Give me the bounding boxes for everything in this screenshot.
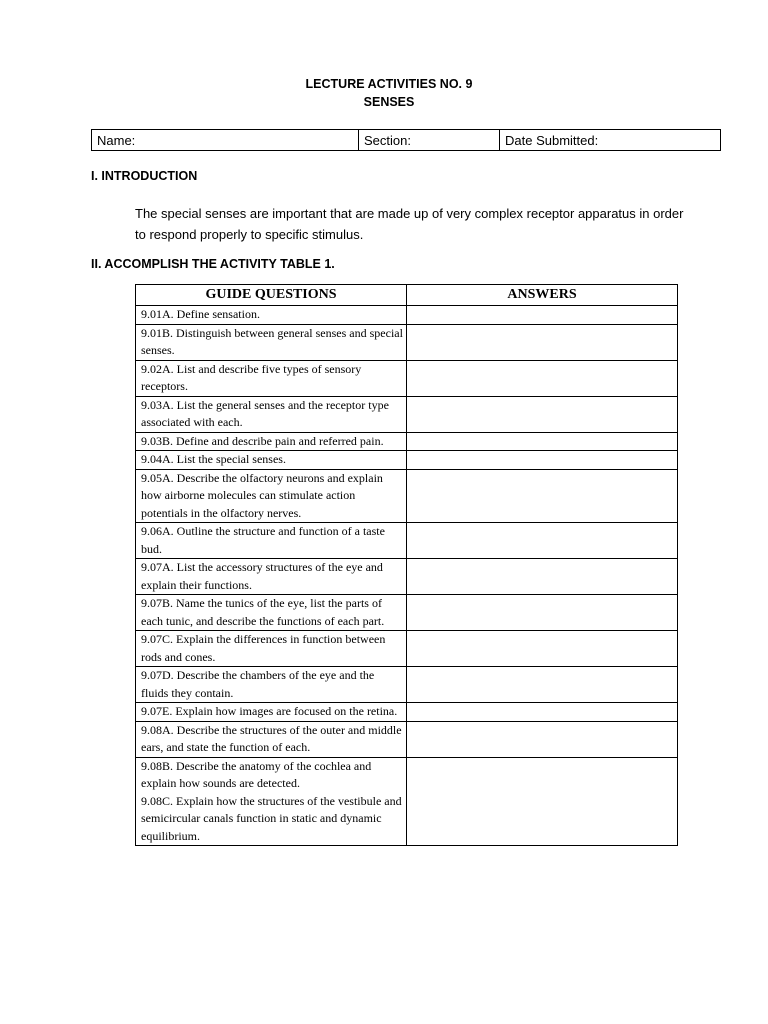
guide-question: 9.08A. Describe the structures of the outer and middle ears, and state the function of each. — [136, 721, 407, 757]
guide-question: 9.05A. Describe the olfactory neurons and explain how airborne molecules can stimulate action potentials in the olfactory nerves. — [136, 469, 407, 523]
guide-question: 9.08B. Describe the anatomy of the cochlea and explain how sounds are detected. 9.08C. Explain how the structures of the vestibule and semicircular canals function in static and dynamic equilibrium. — [136, 757, 407, 846]
answer-cell[interactable] — [407, 451, 678, 470]
document-title: LECTURE ACTIVITIES NO. 9 — [305, 77, 473, 91]
table-row — [136, 306, 678, 325]
student-info-row — [91, 129, 721, 151]
guide-question: 9.07A. List the accessory structures of the eye and explain their functions. — [136, 559, 407, 595]
table-header-row — [136, 285, 678, 306]
answer-cell[interactable] — [407, 559, 678, 595]
answer-cell[interactable] — [407, 306, 678, 325]
guide-questions-header: GUIDE QUESTIONS — [136, 285, 407, 306]
section-field[interactable]: Section: — [359, 130, 500, 150]
table-row — [136, 559, 678, 595]
guide-question: 9.01A. Define sensation. — [136, 306, 407, 325]
guide-question: 9.03B. Define and describe pain and referred pain. — [136, 432, 407, 451]
introduction-text: The special senses are important that are made up of very complex receptor apparatus in order to respond properly to specific stimulus. — [135, 206, 684, 242]
table-row — [136, 523, 678, 559]
table-row — [136, 631, 678, 667]
answer-cell[interactable] — [407, 667, 678, 703]
answer-cell[interactable] — [407, 396, 678, 432]
activity-heading: II. ACCOMPLISH THE ACTIVITY TABLE 1. — [91, 257, 335, 271]
table-row — [136, 721, 678, 757]
activity-table — [135, 284, 678, 846]
guide-question: 9.07B. Name the tunics of the eye, list the parts of each tunic, and describe the functions of each part. — [136, 595, 407, 631]
document-subtitle: SENSES — [363, 95, 415, 109]
table-row — [136, 360, 678, 396]
answer-cell[interactable] — [407, 595, 678, 631]
table-row — [136, 451, 678, 470]
answer-cell[interactable] — [407, 324, 678, 360]
table-row — [136, 396, 678, 432]
answer-cell[interactable] — [407, 523, 678, 559]
date-submitted-field[interactable]: Date Submitted: — [505, 133, 599, 148]
guide-question: 9.01B. Distinguish between general senses and special senses. — [136, 324, 407, 360]
guide-question: 9.03A. List the general senses and the receptor type associated with each. — [136, 396, 407, 432]
activity-table-body — [136, 306, 678, 846]
table-row — [136, 703, 678, 722]
answer-cell[interactable] — [407, 360, 678, 396]
name-field[interactable]: Name: — [92, 130, 359, 150]
guide-question: 9.04A. List the special senses. — [136, 451, 407, 470]
table-row — [136, 757, 678, 846]
table-row — [136, 667, 678, 703]
answer-cell[interactable] — [407, 432, 678, 451]
guide-question: 9.07D. Describe the chambers of the eye and the fluids they contain. — [136, 667, 407, 703]
guide-question: 9.07E. Explain how images are focused on the retina. — [136, 703, 407, 722]
answer-cell[interactable] — [407, 631, 678, 667]
guide-question: 9.06A. Outline the structure and function of a taste bud. — [136, 523, 407, 559]
answer-cell[interactable] — [407, 469, 678, 523]
table-row — [136, 595, 678, 631]
table-row — [136, 469, 678, 523]
answer-cell[interactable] — [407, 721, 678, 757]
answers-header: ANSWERS — [407, 285, 678, 306]
introduction-heading: I. INTRODUCTION — [91, 169, 198, 183]
guide-question: 9.02A. List and describe five types of sensory receptors. — [136, 360, 407, 396]
table-row — [136, 432, 678, 451]
answer-cell[interactable] — [407, 703, 678, 722]
guide-question: 9.07C. Explain the differences in function between rods and cones. — [136, 631, 407, 667]
answer-cell[interactable] — [407, 757, 678, 846]
table-row — [136, 324, 678, 360]
